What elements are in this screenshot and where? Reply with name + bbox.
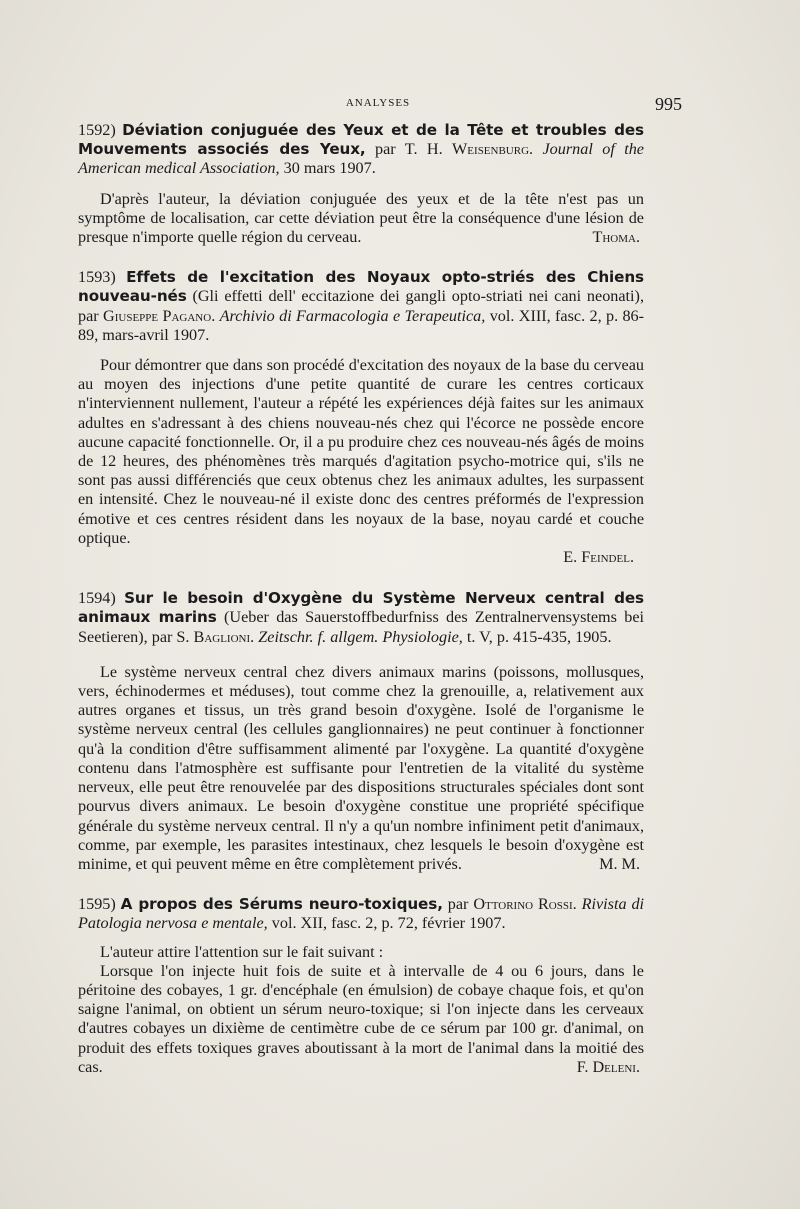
entry-heading [78, 895, 644, 933]
entry-author: Ottorino Rossi. [473, 895, 577, 914]
par-label: par S. [151, 627, 190, 646]
entry-number: 1594) [78, 589, 116, 608]
par-label: par T. H. [375, 140, 443, 159]
entry-signature: E. Feindel. [563, 548, 634, 567]
entry-body-text: D'après l'auteur, la déviation conjuguée des yeux et de la tête n'est pas un symptôme de localisation, car cette déviation peut être la conséquence d'une lésion de presque n'importe quelle région du cerveau. [78, 189, 644, 247]
entry-heading [78, 121, 644, 179]
entry-body-paragraph [78, 190, 644, 248]
entry-title: Effets de l'excitation des Noyaux opto-striés des Chiens nouveau-nés [78, 268, 644, 306]
entry-title: Sur le besoin d'Oxygène du Système Nerveux central des animaux marins [78, 589, 644, 627]
abstract-entry-1595 [78, 895, 644, 1077]
entry-author: Giuseppe Pagano. [103, 306, 216, 325]
entry-subtitle: (Ueber das Sauerstoffbedurfniss des Zentralnervensystems bei Seetieren), [78, 608, 645, 646]
entry-source: Zeitschr. f. allgem. Physiologie, [258, 627, 463, 646]
entry-number: 1595) [78, 895, 116, 914]
page-content [78, 121, 644, 1077]
abstract-entry-1594 [78, 589, 644, 874]
entry-author: Baglioni. [193, 627, 255, 646]
entry-body-text: Le système nerveux central chez divers animaux marins (poissons, mollusques, vers, échinodermes et méduses), tout comme chez la grenouille, a, relativement aux autres organes et tissus, un très grand besoin d'oxygène. Isolé de l'organisme le système nerveux central (les cellules ganglionnaires) ne peut continuer à fonctionner qu'à la condition d'être suffisamment alimenté par l'oxygène. La quantité d'oxygène contenu dans l'atmosphère est suffisante pour l'entretien de la vitalité du système nerveux, elle peut être renouvelée par des dispositions structurales spéciales dont sont pourvus divers animaux. Le besoin d'oxygène constitue une propriété spécifique générale du système nerveux central. Il n'y a qu'un nombre infiniment petit d'animaux, comme, par exemple, les parasites intestinaux, chez lesquels le besoin d'oxygène est minime, et qui peuvent même en être complètement privés. [78, 662, 644, 873]
entry-author: Weisenburg. [452, 140, 534, 159]
running-head-title: ANALYSES [345, 97, 411, 109]
entry-body-paragraph [78, 962, 644, 1077]
entry-source: Rivista di Patologia nervosa e mentale, [78, 895, 645, 933]
par-label: par [447, 895, 469, 914]
entry-source: Archivio di Farmacologia e Terapeutica, [219, 306, 486, 325]
abstract-entry-1592 [78, 121, 644, 247]
entry-date: 30 mars 1907. [283, 159, 376, 178]
entry-signature: Thoma. [592, 228, 640, 247]
entry-details: vol. XII, fasc. 2, p. 72, février 1907. [271, 914, 506, 933]
entry-heading [78, 268, 644, 345]
entry-body-paragraph: Pour démontrer que dans son procédé d'excitation des noyaux de la base du cerveau au moyen des injections d'une petite quantité de curare les centres corticaux n'interviennent nullement, l'auteur a répété les expériences déjà faites sur les animaux adultes en s'adressant à des chiens nouveau-nés chez qui l'écorce ne possède encore aucune capacité fonctionnelle. Or, il a pu produire chez ces nouveau-nés âgés de moins de 12 heures, des phénomènes très marqués d'agitation psycho-motrice qui, s'ils ne sont pas aussi différenciés que ceux obtenus chez les animaux adultes, les surpassent en intensité. Chez le nouveau-né il existe donc des centres préformés de l'expression émotive et ces centres résident dans les noyaux de la base, noyau cardé et couche optique. [78, 356, 644, 547]
running-head [78, 94, 682, 114]
entry-number: 1592) [78, 121, 116, 139]
entry-details: t. V, p. 415-435, 1905. [466, 627, 612, 646]
par-label: par [78, 306, 99, 325]
entry-heading [78, 589, 644, 647]
entry-title: Déviation conjuguée des Yeux et de la Tête et troubles des Mouvements associés des Yeux, [78, 121, 644, 159]
entry-body-paragraph [78, 663, 644, 874]
page-number: 995 [655, 94, 682, 114]
entry-number: 1593) [78, 268, 116, 287]
entry-body-paragraph: L'auteur attire l'attention sur le fait suivant : [100, 942, 384, 961]
entry-signature: M. M. [599, 854, 640, 873]
entry-signature: F. Deleni. [576, 1057, 640, 1076]
entry-source: Journal of the American medical Association, [78, 140, 644, 178]
abstract-entry-1593 [78, 268, 644, 567]
entry-title: A propos des Sérums neuro-toxiques, [120, 895, 443, 914]
entry-details: vol. XIII, fasc. 2, p. 86-89, mars-avril 1907. [78, 306, 645, 344]
entry-body-text: Lorsque l'on injecte huit fois de suite et à intervalle de 4 ou 6 jours, dans le péritoine des cobayes, 1 gr. d'encéphale (en émulsion) de cobaye chaque fois, et qu'on saigne l'animal, on obtient un sérum neuro-toxique; si l'on injecte dans les cerveaux d'autres cobayes un dixième de centimètre cube de ce sérum par 100 gr. d'animal, on produit des effets toxiques graves aboutissant à la mort de l'animal dans la moitié des cas. [78, 961, 644, 1076]
entry-subtitle: (Gli effetti dell' eccitazione dei gangli opto-striati nei cani neonati), [192, 287, 644, 306]
